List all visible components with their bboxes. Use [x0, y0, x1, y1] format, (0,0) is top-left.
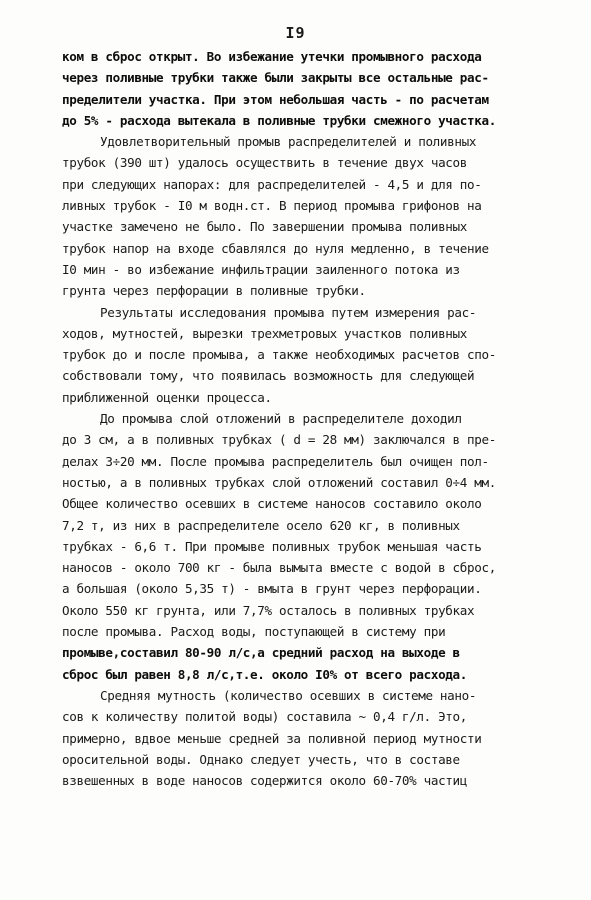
- page-number: I9: [285, 24, 306, 42]
- text-line: грунта через перфорации в поливные трубки.: [62, 283, 366, 299]
- text-line: ливных трубок - I0 м водн.ст. В период промыва грифонов на: [62, 198, 482, 214]
- text-line: Удовлетворительный промыв распределителей и поливных: [100, 134, 477, 150]
- text-line: наносов - около 700 кг - была вымыта вместе с водой в сброс,: [62, 560, 496, 576]
- text-line: при следующих напорах: для распределителей - 4,5 и для по-: [62, 176, 482, 192]
- text-line: Около 550 кг грунта, или 7,7% осталось в поливных трубках: [62, 602, 475, 618]
- text-line: а большая (около 5,35 т) - вмыта в грунт через перфорации.: [62, 581, 482, 597]
- text-line: Общее количество осевших в системе наносов составило около: [62, 496, 482, 512]
- text-line: участке замечено не было. По завершении промыва поливных: [62, 219, 467, 235]
- text-line: оросительной воды. Однако следует учесть, что в составе: [62, 751, 460, 767]
- body-text: [62, 46, 532, 791]
- text-line: делах 3÷20 мм. После промыва распределитель был очищен пол-: [62, 453, 489, 469]
- text-line: до 3 см, а в поливных трубках ( d = 28 мм) заключался в пре-: [62, 432, 496, 448]
- text-line: трубок напор на входе сбавлялся до нуля медленно, в течение: [62, 240, 489, 256]
- text-line: собствовали тому, что появилась возможность для следующей: [62, 368, 475, 384]
- text-line: сброс был равен 8,8 л/с,т.е. около I0% от всего расхода.: [62, 666, 467, 682]
- text-line: взвешенных в воде наносов содержится около 60-70% частиц: [62, 773, 467, 789]
- text-line: трубок до и после промыва, а также необходимых расчетов спо-: [62, 347, 496, 363]
- text-line: 7,2 т, из них в распределителе осело 620 кг, в поливных: [62, 517, 460, 533]
- text-line: Результаты исследования промыва путем измерения рас-: [100, 304, 477, 320]
- text-line: до 5% - расхода вытекала в поливные трубки смежного участка.: [62, 112, 496, 128]
- text-line: через поливные трубки также были закрыты все остальные рас-: [62, 70, 489, 86]
- text-line: примерно, вдвое меньше средней за поливной период мутности: [62, 730, 482, 746]
- text-line: ностью, а в поливных трубках слой отложений составил 0÷4 мм.: [62, 474, 496, 490]
- text-line: трубок (390 шт) удалось осуществить в течение двух часов: [62, 155, 467, 171]
- text-line: пределители участка. При этом небольшая часть - по расчетам: [62, 91, 489, 107]
- text-line: I0 мин - во избежание инфильтрации заиленного потока из: [62, 261, 460, 277]
- text-line: Средняя мутность (количество осевших в системе нано-: [100, 687, 477, 703]
- text-line: сов к количеству политой воды) составила ~ 0,4 г/л. Это,: [62, 709, 467, 725]
- text-line: после промыва. Расход воды, поступающей в систему при: [62, 624, 446, 640]
- text-line: приближенной оценки процесса.: [62, 389, 272, 405]
- text-line: До промыва слой отложений в распределителе доходил: [100, 411, 462, 427]
- text-line: промыве,составил 80-90 л/с,а средний расход на выходе в: [62, 645, 460, 661]
- text-line: ходов, мутностей, вырезки трехметровых участков поливных: [62, 325, 467, 341]
- text-line: ком в сброс открыт. Во избежание утечки промывного расхода: [62, 49, 482, 64]
- text-line: трубках - 6,6 т. При промыве поливных трубок меньшая часть: [62, 538, 482, 554]
